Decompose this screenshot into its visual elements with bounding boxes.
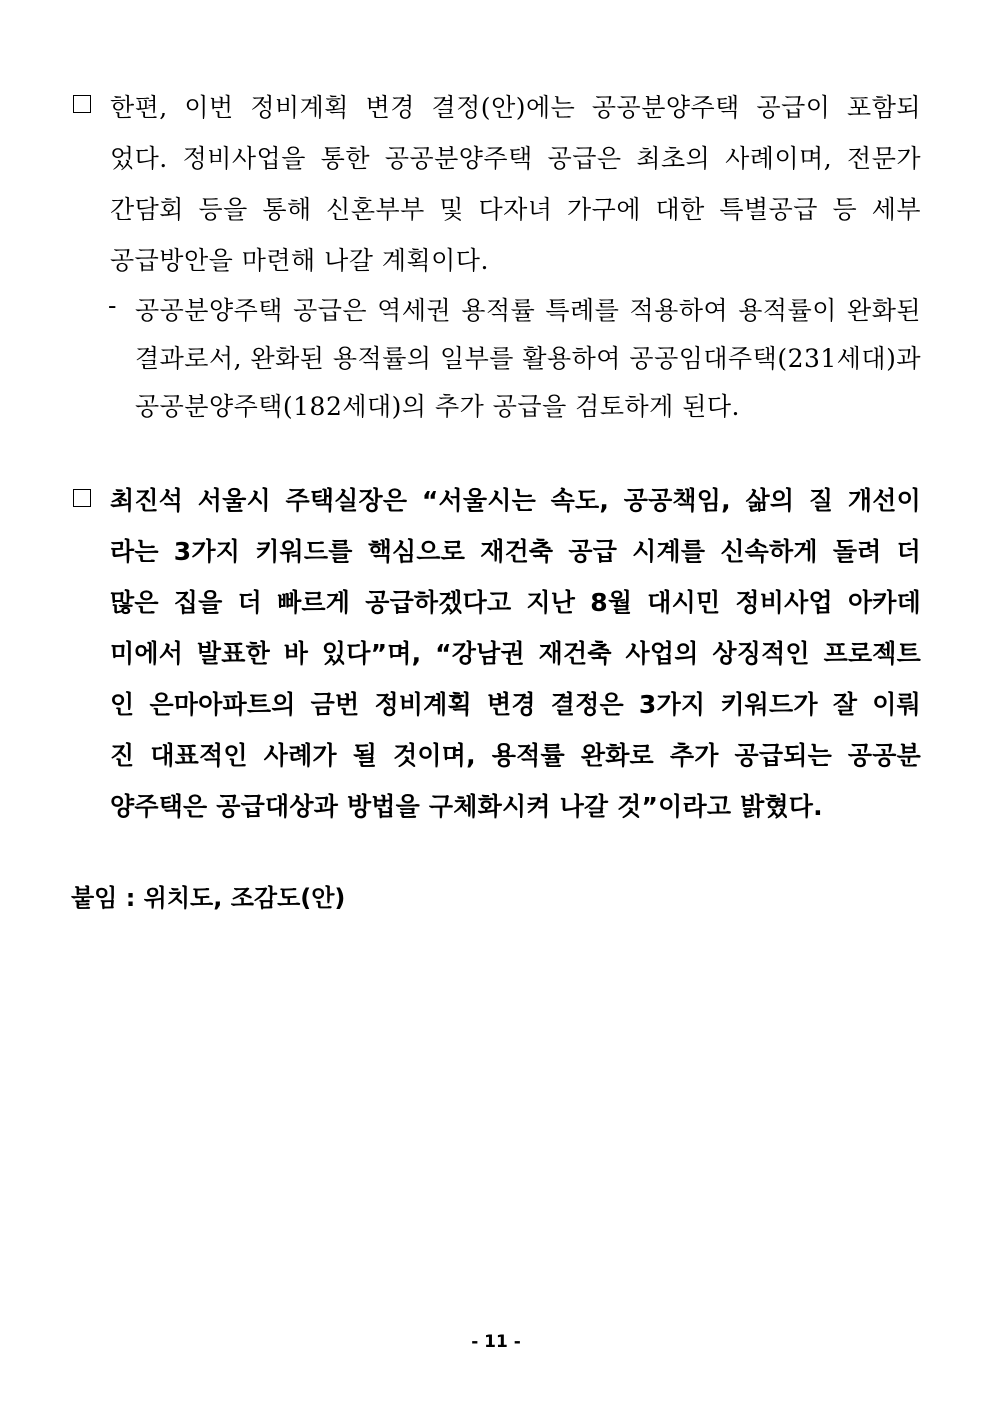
body-line: 공급방안을 마련해 나갈 계획이다. [110,246,489,275]
sub-item-line: 공공분양주택 공급은 역세권 용적률 특례를 적용하여 용적률이 완화된 [135,296,921,325]
quote-line: 인 은마아파트의 금번 정비계획 변경 결정은 3가지 키워드가 잘 이뤄 [110,690,921,719]
sub-item-dash: - [108,291,117,320]
quote-line: 진 대표적인 사례가 될 것이며, 용적률 완화로 추가 공급되는 공공분 [110,741,921,770]
quote-line: 많은 집을 더 빠르게 공급하겠다고 지난 8월 대시민 정비사업 아카데 [110,588,921,617]
quote-line: 최진석 서울시 주택실장은 “서울시는 속도, 공공책임, 삶의 질 개선이 [110,486,921,515]
quote-line: 양주택은 공급대상과 방법을 구체화시켜 나갈 것”이라고 밝혔다. [110,792,823,821]
page-number: - 11 - [471,1332,521,1352]
body-line: 간담회 등을 통해 신혼부부 및 다자녀 가구에 대한 특별공급 등 세부 [110,195,921,224]
checkbox-bullet-icon [73,489,91,507]
body-line: 한편, 이번 정비계획 변경 결정(안)에는 공공분양주택 공급이 포함되 [110,93,921,122]
attachment-note: 붙임 : 위치도, 조감도(안) [71,884,346,912]
quote-line: 미에서 발표한 바 있다”며, “강남권 재건축 사업의 상징적인 프로젝트 [110,639,921,668]
sub-item-line: 공공분양주택(182세대)의 추가 공급을 검토하게 된다. [135,392,740,421]
quote-line: 라는 3가지 키워드를 핵심으로 재건축 공급 시계를 신속하게 돌려 더 [110,537,921,566]
body-line: 었다. 정비사업을 통한 공공분양주택 공급은 최초의 사례이며, 전문가 [110,144,921,173]
sub-item-line: 결과로서, 완화된 용적률의 일부를 활용하여 공공임대주택(231세대)과 [135,344,921,373]
checkbox-bullet-icon [73,95,91,113]
